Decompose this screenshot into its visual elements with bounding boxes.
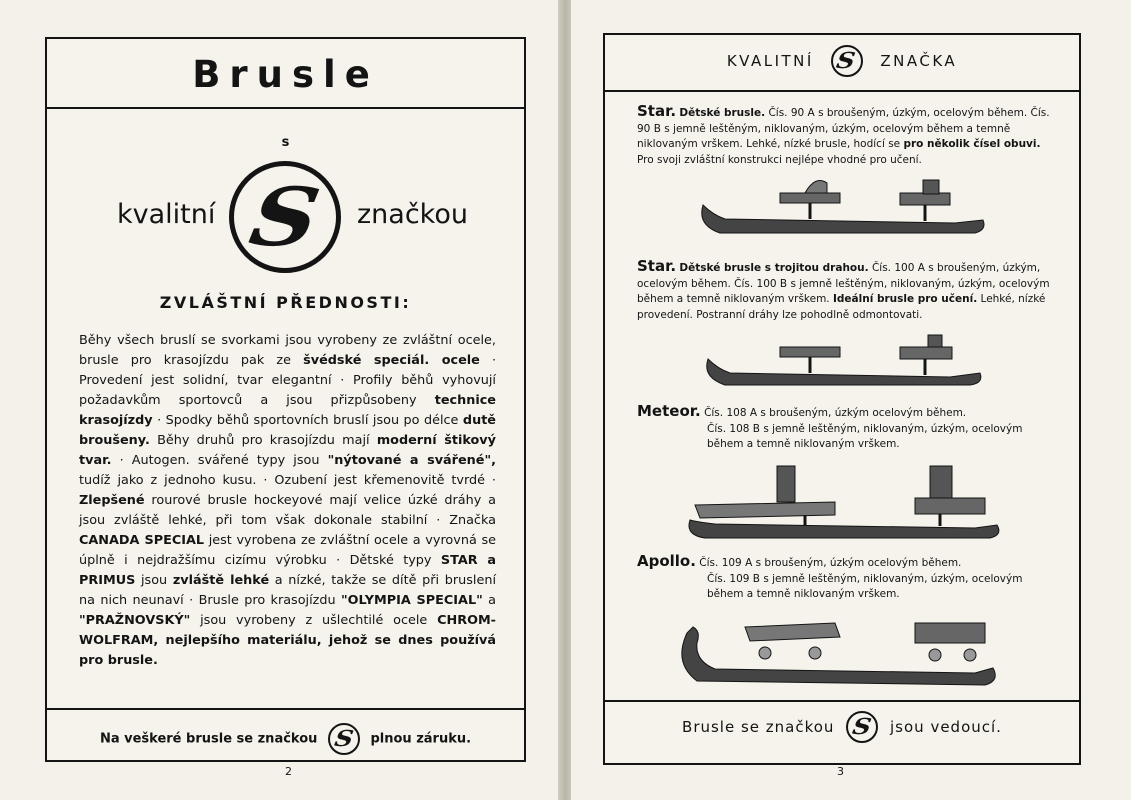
skate-apollo-image <box>675 613 1005 693</box>
product-meteor: Meteor. Čís. 108 A s broušeným, úzkým ocelovým během. Čís. 108 B s jemně leštěným, niklovaným, úzkým, ocelovým během a temně niklovaným vrškem. <box>637 402 1023 450</box>
skate-star-90-image <box>695 175 995 245</box>
right-header: KVALITNÍ S ZNAČKA <box>605 45 1079 77</box>
right-frame <box>603 33 1081 765</box>
advantages-heading: ZVLÁŠTNÍ PŘEDNOSTI: <box>159 293 412 312</box>
right-footer: Brusle se značkou S jsou vedoucí. <box>605 711 1079 743</box>
product-apollo: Apollo. Čís. 109 A s broušeným, úzkým ocelovým během. Čís. 109 B s jemně leštěným, niklovaným, úzkým, ocelovým během a temně niklovaným vrškem. <box>637 552 1023 600</box>
header-divider <box>605 90 1079 92</box>
footer-divider <box>47 708 524 710</box>
right-page <box>571 0 1131 800</box>
page-number-right: 3 <box>837 765 844 778</box>
advantages-text: Běhy všech bruslí se svorkami jsou vyrobeny ze zvláštní ocele, brusle pro krasojízdu pak ze švédské speciál. ocele · Provedení jest solidní, tvar elegantní · Profily běhů vyhovují požadavkům sportovců a jsou přizpůsobeny technice krasojízdy · Spodky běhů sportovních bruslí jsou po délce dutě broušeny. Běhy druhů pro krasojízdu mají moderní štikový tvar. · Autogen. svářené typy jsou "nýtované a svářené", tudíž jako z jednoho kusu. · Ozubení jest křemenovitě tvrdé · Zlepšené rourové brusle hockeyové mají velice úzké dráhy a jsou zvláště lehké, při tom však dokonale stabilní · Značka CANADA SPECIAL jest vyrobena ze zvláštní ocele a vyrovná se úplně i nejdražšímu cizímu výrobku · Dětské typy STAR a PRIMUS jsou zvláště lehké a nízké, takže se dítě při bruslení na nich neunaví · Brusle pro krasojízdu "OLYMPIA SPECIAL" a "PRAŽNOVSKÝ" jsou vyrobeny z ušlechtilé ocele CHROM-WOLFRAM, nejlepšího materiálu, jehož se dnes používá pro brusle. <box>79 333 497 668</box>
logo-glyph: S <box>243 170 327 264</box>
brand-word-left: kvalitní <box>117 199 216 230</box>
skate-star-100-image <box>700 333 990 395</box>
footer-divider-right <box>605 700 1079 702</box>
brand-word-right: značkou <box>357 199 468 230</box>
product-star-100: Star. Dětské brusle s trojitou drahou. Čís. 100 A s broušeným, úzkým, ocelovým během. Čís. 100 B s jemně leštěným, niklovaným, úzkým, ocelovým během a temně niklovaným vrškem. Ideální brusle pro učení. Lehké, nízké provedení. Postranní dráhy lze pohodlně odmontovati. <box>637 257 1050 321</box>
left-frame <box>45 37 526 762</box>
page-title: Brusle <box>192 53 379 96</box>
brand-logo-icon <box>229 161 341 273</box>
left-page <box>0 0 560 800</box>
skate-meteor-image <box>685 460 1005 550</box>
product-star-90: Star. Dětské brusle. Čís. 90 A s broušeným, úzkým, ocelovým během. Čís. 90 B s jemně leštěným, niklovaným, úzkým, ocelovým během a temně niklovaným vrškem. Lehké, nízké brusle, hodící se pro několik čísel obuvi. Pro svoji zvláštní konstrukci nejlépe vhodné pro učení. <box>637 102 1050 166</box>
left-footer: Na veškeré brusle se značkou S plnou záruku. <box>47 723 524 755</box>
brand-logo-small-icon: S <box>831 45 863 77</box>
brand-logo-small-icon: S <box>846 711 878 743</box>
title-divider <box>47 107 524 109</box>
s-label: s <box>281 135 290 150</box>
page-number: 2 <box>285 765 292 778</box>
brand-logo-small-icon: S <box>328 723 360 755</box>
